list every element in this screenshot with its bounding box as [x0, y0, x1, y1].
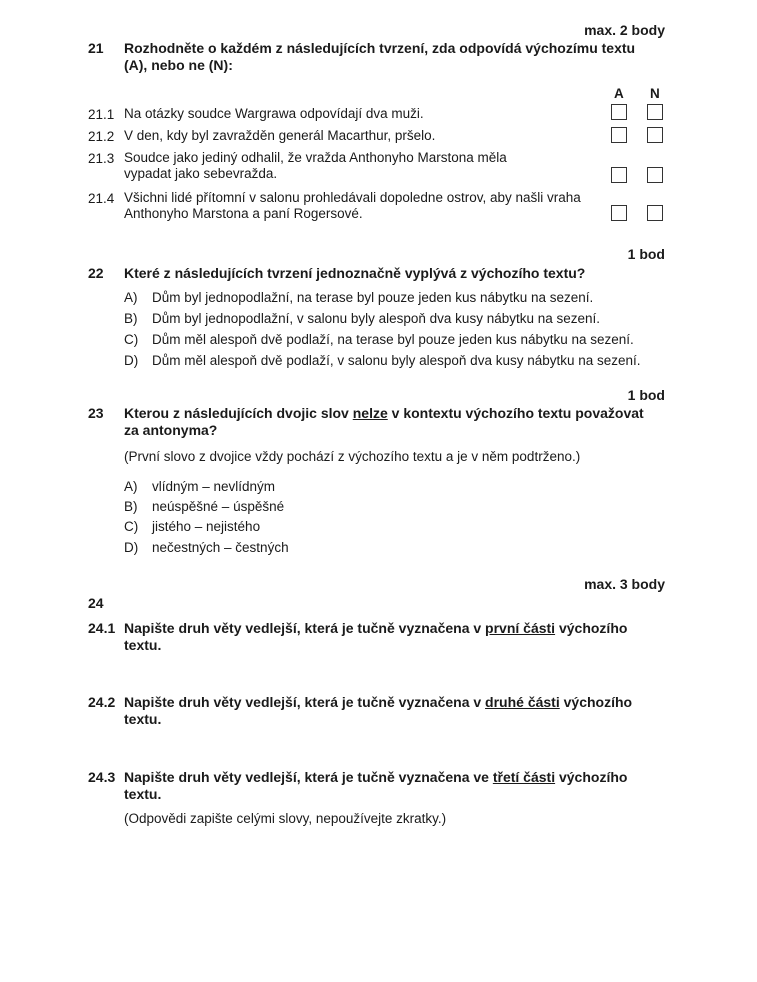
option-letter: B): [124, 311, 138, 326]
column-a-label: A: [614, 86, 624, 101]
underlined-word: nelze: [352, 405, 388, 421]
statement-number: 21.2: [88, 129, 115, 144]
statement-number: 21.4: [88, 191, 115, 206]
q24-3-number: 24.3: [88, 769, 116, 785]
checkbox-21-2-a[interactable]: [611, 127, 627, 143]
checkbox-21-4-n[interactable]: [647, 205, 663, 221]
option-letter: A): [124, 479, 138, 494]
option-letter: C): [124, 332, 139, 347]
q24-points: max. 3 body: [584, 576, 665, 592]
option-text: Dům měl alespoň dvě podlaží, na terase byl pouze jeden kus nábytku na sezení.: [152, 332, 634, 347]
q24-3-text: Napište druh věty vedlejší, která je tučně vyznačena ve třetí části výchozího textu.: [124, 769, 628, 802]
statement-text: Na otázky soudce Wargrawa odpovídají dva muži.: [124, 106, 424, 121]
q21-number: 21: [88, 40, 104, 56]
option-letter: D): [124, 353, 139, 368]
checkbox-21-2-n[interactable]: [647, 127, 663, 143]
option-text: jistého – nejistého: [152, 519, 261, 534]
option-text: Dům byl jednopodlažní, v salonu byly alespoň dva kusy nábytku na sezení.: [152, 311, 601, 326]
statement-text: Všichni lidé přítomní v salonu prohledávali dopoledne ostrov, aby našli vraha Anthonyho Marstona a paní Rogersové.: [124, 190, 581, 221]
q22-points: 1 bod: [627, 246, 665, 262]
q24-number: 24: [88, 595, 104, 611]
q23-points: 1 bod: [627, 387, 665, 403]
q24-2-text: Napište druh věty vedlejší, která je tučně vyznačena v druhé části výchozího textu.: [124, 694, 633, 727]
q24-note: (Odpovědi zapište celými slovy, nepoužívejte zkratky.): [124, 811, 447, 826]
option-letter: D): [124, 540, 139, 555]
option-text: neúspěšné – úspěšné: [152, 499, 285, 514]
q24-1-number: 24.1: [88, 620, 116, 636]
q23-text: Kterou z následujících dvojic slov nelze v kontextu výchozího textu považovat za antonyma?: [124, 405, 644, 438]
checkbox-21-4-a[interactable]: [611, 205, 627, 221]
checkbox-21-1-a[interactable]: [611, 104, 627, 120]
checkbox-21-3-n[interactable]: [647, 167, 663, 183]
checkbox-21-1-n[interactable]: [647, 104, 663, 120]
underlined-word: třetí části: [492, 769, 556, 785]
q24-1-text: Napište druh věty vedlejší, která je tučně vyznačena v první části výchozího textu.: [124, 620, 628, 653]
option-text: nečestných – čestných: [152, 540, 289, 555]
option-text: vlídným – nevlídným: [152, 479, 276, 494]
q23-number: 23: [88, 405, 104, 421]
q21-text: Rozhodněte o každém z následujících tvrzení, zda odpovídá výchozímu textu (A), nebo ne (N):: [124, 40, 636, 73]
q24-2-number: 24.2: [88, 694, 116, 710]
q21-points: max. 2 body: [584, 22, 665, 38]
option-text: Dům byl jednopodlažní, na terase byl pouze jeden kus nábytku na sezení.: [152, 290, 594, 305]
underlined-word: první části: [485, 620, 556, 636]
underlined-word: druhé části: [485, 694, 560, 710]
statement-number: 21.3: [88, 151, 115, 166]
option-letter: C): [124, 519, 139, 534]
option-letter: A): [124, 290, 138, 305]
option-text: Dům měl alespoň dvě podlaží, v salonu byly alespoň dva kusy nábytku na sezení.: [152, 353, 641, 368]
column-n-label: N: [650, 86, 660, 101]
statement-text: Soudce jako jediný odhalil, že vražda Anthonyho Marstona měla vypadat jako sebevražda.: [124, 150, 507, 181]
statement-number: 21.1: [88, 107, 115, 122]
statement-text: V den, kdy byl zavražděn generál Macarthur, pršelo.: [124, 128, 436, 143]
q22-number: 22: [88, 265, 104, 281]
option-letter: B): [124, 499, 138, 514]
q23-note: (První slovo z dvojice vždy pochází z výchozího textu a je v něm podtrženo.): [124, 449, 581, 464]
q22-text: Které z následujících tvrzení jednoznačně vyplývá z výchozího textu?: [124, 265, 586, 281]
checkbox-21-3-a[interactable]: [611, 167, 627, 183]
